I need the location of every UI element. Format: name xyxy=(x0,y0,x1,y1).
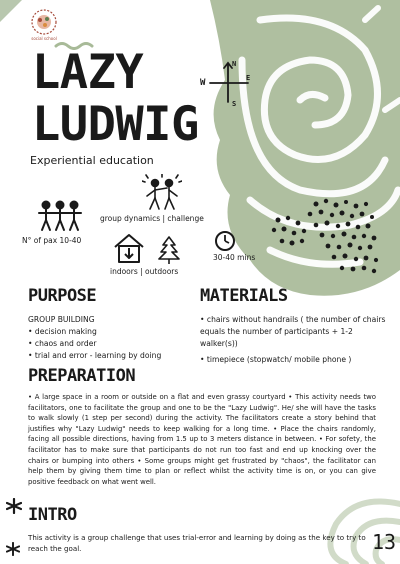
list-item: • chairs without handrails ( the number of chairs equals the number of participants + 1-2 walker(s)) xyxy=(200,315,386,348)
svg-text:S: S xyxy=(232,100,237,108)
purpose-title: GROUP BUILDING xyxy=(28,315,95,324)
group-dynamics-icon xyxy=(142,174,182,212)
list-item: • timepiece (stopwatch/ mobile phone ) xyxy=(200,355,352,364)
corner-triangle xyxy=(0,0,22,22)
list-item: • trial and error - learning by doing xyxy=(28,351,162,360)
clock-icon xyxy=(214,230,236,252)
intro-heading: INTRO xyxy=(28,505,77,525)
logo-text: social school xyxy=(31,36,57,41)
indoors-outdoors-label: indoors | outdoors xyxy=(110,267,179,276)
materials-heading: MATERIALS xyxy=(200,286,288,306)
title-line-1: LAZY xyxy=(32,45,144,100)
subtitle: Experiential education xyxy=(30,154,154,167)
svg-text:N: N xyxy=(232,60,237,68)
purpose-heading: PURPOSE xyxy=(28,286,97,306)
page-number: 13 xyxy=(372,530,397,554)
materials-list xyxy=(200,314,390,366)
compass-icon xyxy=(198,58,254,108)
indoors-house-icon xyxy=(112,232,146,264)
list-item: • chaos and order xyxy=(28,339,97,348)
purpose-list xyxy=(28,314,188,362)
preparation-text: • A large space in a room or outside on a flat and even grassy courtyard • This activity needs two facilitators, one to facilitate the group and one to be the "Lazy Ludwig". He/ she will have the tasks to walk slowly (1 step per second) during the activity. The facilitators create a story behind that justifies why "Lazy Ludwig" needs to keep walking for a long time. • Place the chairs randomly, facing all possible directions, having from 1.5 up to 3 meters distance in between. • For sofety, the facilitator has to make sure that participants do not run too fast and end up knocking over the chairs or bumping into others • Some groups might get frustrated by "chaos", the facilitator can help them by giving them time to plan or reflect whilst the activity time is on, or you can give positive feedback on what went well. xyxy=(28,393,376,486)
asterisk-icon xyxy=(6,498,22,514)
pax-label: N° of pax 10-40 xyxy=(22,236,82,245)
asterisk-icon xyxy=(6,542,20,556)
dots-pattern-decoration xyxy=(270,196,382,286)
participants-icon xyxy=(36,200,84,232)
preparation-heading: PREPARATION xyxy=(28,366,136,386)
logo-flower-icon xyxy=(30,8,58,36)
group-dynamics-label: group dynamics | challenge xyxy=(100,214,204,223)
outdoors-tree-icon xyxy=(158,236,180,264)
time-label: 30-40 mins xyxy=(213,253,256,262)
svg-text:W: W xyxy=(200,78,206,88)
list-item: • decision making xyxy=(28,327,97,336)
title-line-2: LUDWIG xyxy=(32,97,199,152)
svg-text:E: E xyxy=(246,74,251,82)
intro-text: This activity is a group challenge that uses trial-error and learning by doing as the key to try to reach the goal. xyxy=(28,533,366,553)
